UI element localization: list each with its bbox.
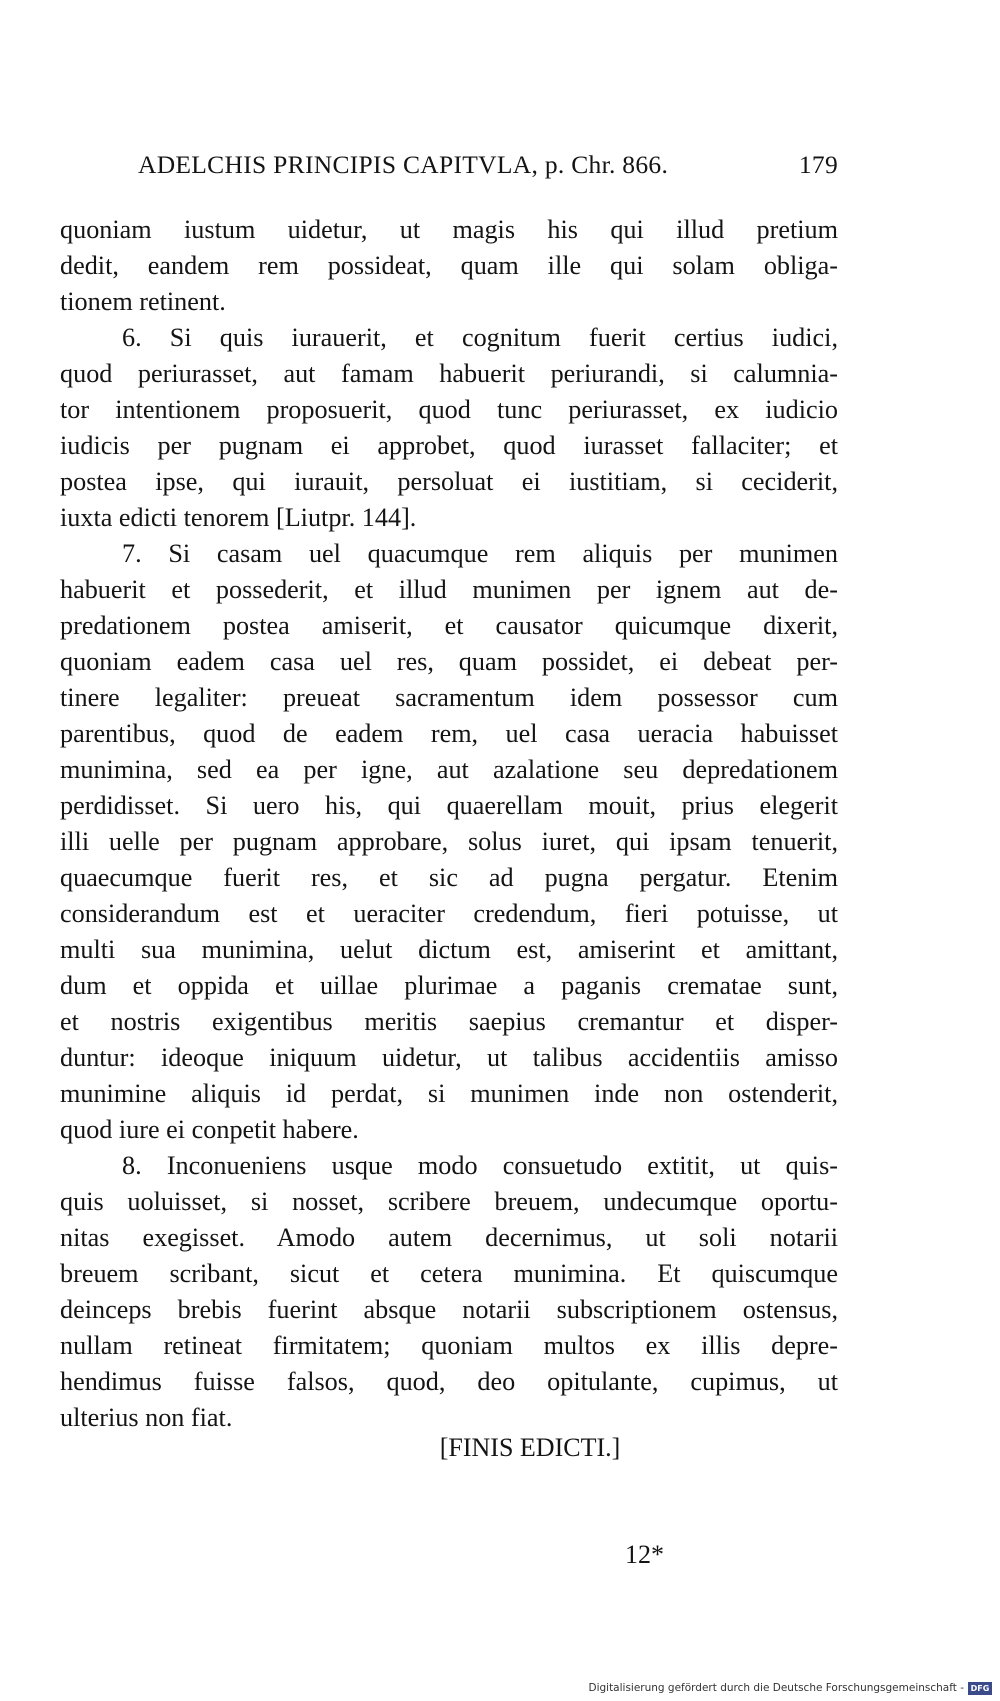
text-line: dum et oppida et uillae plurimae a paganis crematae sunt,	[60, 971, 838, 1000]
text-line: 6. Si quis iurauerit, et cognitum fuerit certius iudici,	[122, 323, 838, 352]
text-line: quoniam iustum uidetur, ut magis his qui illud pretium	[60, 215, 838, 244]
text-line: parentibus, quod de eadem rem, uel casa ueracia habuisset	[60, 719, 838, 748]
text-line: 8. Inconueniens usque modo consuetudo extitit, ut quis-	[122, 1151, 838, 1180]
page-number: 179	[798, 150, 838, 179]
closing-line: [FINIS EDICTI.]	[439, 1433, 621, 1462]
text-line: multi sua munimina, uelut dictum est, amiserint et amittant,	[60, 935, 838, 964]
running-head-title: ADELCHIS PRINCIPIS CAPITVLA, p. Chr. 866.	[138, 150, 669, 179]
text-line: habuerit et possederit, et illud munimen per ignem aut de-	[60, 575, 838, 604]
signature-mark: 12*	[625, 1540, 664, 1569]
dfg-logo: DFG	[968, 1682, 992, 1695]
text-line: quoniam eadem casa uel res, quam possidet, ei debeat per-	[60, 647, 838, 676]
text-line: iuxta edicti tenorem [Liutpr. 144].	[60, 503, 417, 532]
text-line: tinere legaliter: preueat sacramentum idem possessor cum	[60, 683, 838, 712]
text-line: munimine aliquis id perdat, si munimen inde non ostenderit,	[60, 1079, 838, 1108]
text-line: quod periurasset, aut famam habuerit periurandi, si calumnia-	[60, 359, 838, 388]
body-text	[60, 212, 838, 1436]
text-line: tor intentionem proposuerit, quod tunc periurasset, ex iudicio	[60, 395, 838, 424]
text-line: quis uoluisset, si nosset, scribere breuem, undecumque oportu-	[60, 1187, 838, 1216]
text-line: predationem postea amiserit, et causator quicumque dixerit,	[60, 611, 838, 640]
text-line: dedit, eandem rem possideat, quam ille qui solam obliga-	[60, 251, 838, 280]
text-line: deinceps brebis fuerint absque notarii subscriptionem ostensus,	[60, 1295, 838, 1324]
text-line: tionem retinent.	[60, 287, 226, 316]
text-line: postea ipse, qui iurauit, persoluat ei iustitiam, si ceciderit,	[60, 467, 838, 496]
text-line: quod iure ei conpetit habere.	[60, 1115, 359, 1144]
text-line: nitas exegisset. Amodo autem decernimus, ut soli notarii	[60, 1223, 838, 1252]
text-line: considerandum est et ueraciter credendum, fieri potuisse, ut	[60, 899, 838, 928]
text-line: iudicis per pugnam ei approbet, quod iurasset fallaciter; et	[60, 431, 838, 460]
text-line: et nostris exigentibus meritis saepius cremantur et disper-	[60, 1007, 838, 1036]
text-line: ulterius non fiat.	[60, 1403, 233, 1432]
text-line: munimina, sed ea per igne, aut azalatione seu depredationem	[60, 755, 838, 784]
text-line: duntur: ideoque iniquum uidetur, ut talibus accidentiis amisso	[60, 1043, 838, 1072]
text-line: hendimus fuisse falsos, quod, deo opitulante, cupimus, ut	[60, 1367, 838, 1396]
text-line: quaecumque fuerit res, et sic ad pugna pergatur. Etenim	[60, 863, 838, 892]
text-line: perdidisset. Si uero his, qui quaerellam mouit, prius elegerit	[60, 791, 838, 820]
text-line: illi uelle per pugnam approbare, solus iuret, qui ipsam tenuerit,	[60, 827, 838, 856]
text-line: nullam retineat firmitatem; quoniam multos ex illis depre-	[60, 1331, 838, 1360]
digitization-credit: Digitalisierung gefördert durch die Deutsche Forschungsgemeinschaft -	[588, 1682, 964, 1694]
running-head	[138, 150, 838, 188]
text-line: breuem scribant, sicut et cetera munimina. Et quiscumque	[60, 1259, 838, 1288]
text-line: 7. Si casam uel quacumque rem aliquis per munimen	[122, 539, 838, 568]
